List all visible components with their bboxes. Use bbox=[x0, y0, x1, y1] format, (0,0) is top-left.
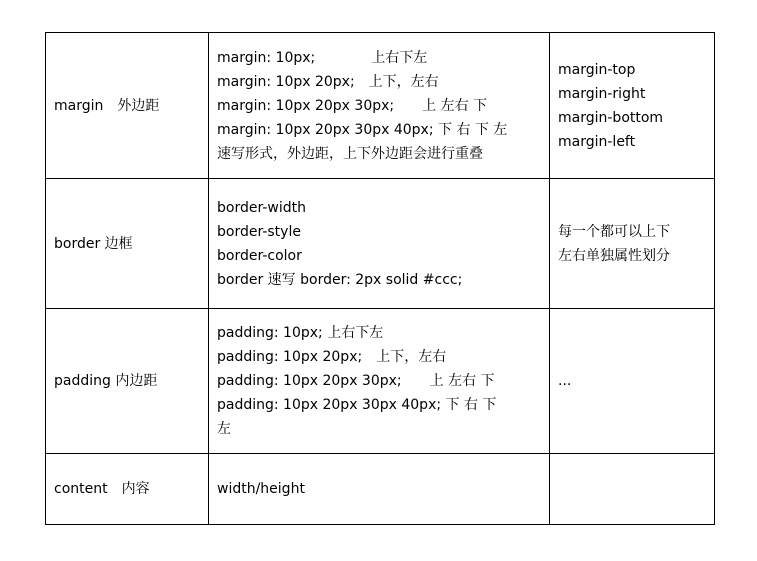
css-box-model-table bbox=[45, 32, 715, 525]
note-line: 每一个都可以上下 bbox=[558, 223, 670, 240]
property-notes-cell bbox=[550, 179, 715, 309]
syntax-line: border-style bbox=[217, 223, 301, 240]
note-line: margin-right bbox=[558, 85, 646, 102]
note-line: ... bbox=[558, 373, 572, 389]
syntax-line: padding: 10px; 上右下左 bbox=[217, 325, 384, 341]
property-syntax-cell bbox=[209, 179, 550, 309]
syntax-line: margin: 10px 20px 30px; 上 左右 下 bbox=[217, 97, 488, 114]
property-syntax-cell bbox=[209, 454, 550, 525]
table-row-content bbox=[46, 454, 715, 525]
syntax-line: border-width bbox=[217, 199, 306, 216]
syntax-line: margin: 10px 20px 30px 40px; 下 右 下 左 bbox=[217, 121, 508, 138]
property-notes-cell bbox=[550, 309, 715, 454]
table-row-border bbox=[46, 179, 715, 309]
note-line: margin-top bbox=[558, 61, 636, 78]
syntax-line: border-color bbox=[217, 247, 302, 264]
property-notes-cell bbox=[550, 33, 715, 179]
table-row-padding bbox=[46, 309, 715, 454]
syntax-line: 左 bbox=[217, 421, 231, 437]
property-name-cell: border 边框 bbox=[46, 179, 209, 309]
property-name-cell: padding 内边距 bbox=[46, 309, 209, 454]
syntax-line: padding: 10px 20px 30px; 上 左右 下 bbox=[217, 373, 495, 389]
property-name-cell: margin 外边距 bbox=[46, 33, 209, 179]
syntax-line: margin: 10px 20px; 上下，左右 bbox=[217, 73, 439, 90]
syntax-line: padding: 10px 20px 30px 40px; 下 右 下 bbox=[217, 397, 497, 413]
note-line: margin-left bbox=[558, 133, 636, 150]
property-syntax-cell bbox=[209, 309, 550, 454]
property-name-cell: content 内容 bbox=[46, 454, 209, 525]
syntax-line: width/height bbox=[217, 481, 305, 497]
syntax-line: margin: 10px; 上右下左 bbox=[217, 49, 428, 66]
syntax-line: padding: 10px 20px; 上下，左右 bbox=[217, 349, 447, 365]
note-line: margin-bottom bbox=[558, 109, 664, 126]
syntax-line: border 速写 border: 2px solid #ccc; bbox=[217, 271, 463, 288]
note-line: 左右单独属性划分 bbox=[558, 247, 670, 264]
syntax-line: 速写形式，外边距，上下外边距会进行重叠 bbox=[217, 145, 483, 162]
property-notes-cell bbox=[550, 454, 715, 525]
table-row-margin bbox=[46, 33, 715, 179]
property-syntax-cell bbox=[209, 33, 550, 179]
